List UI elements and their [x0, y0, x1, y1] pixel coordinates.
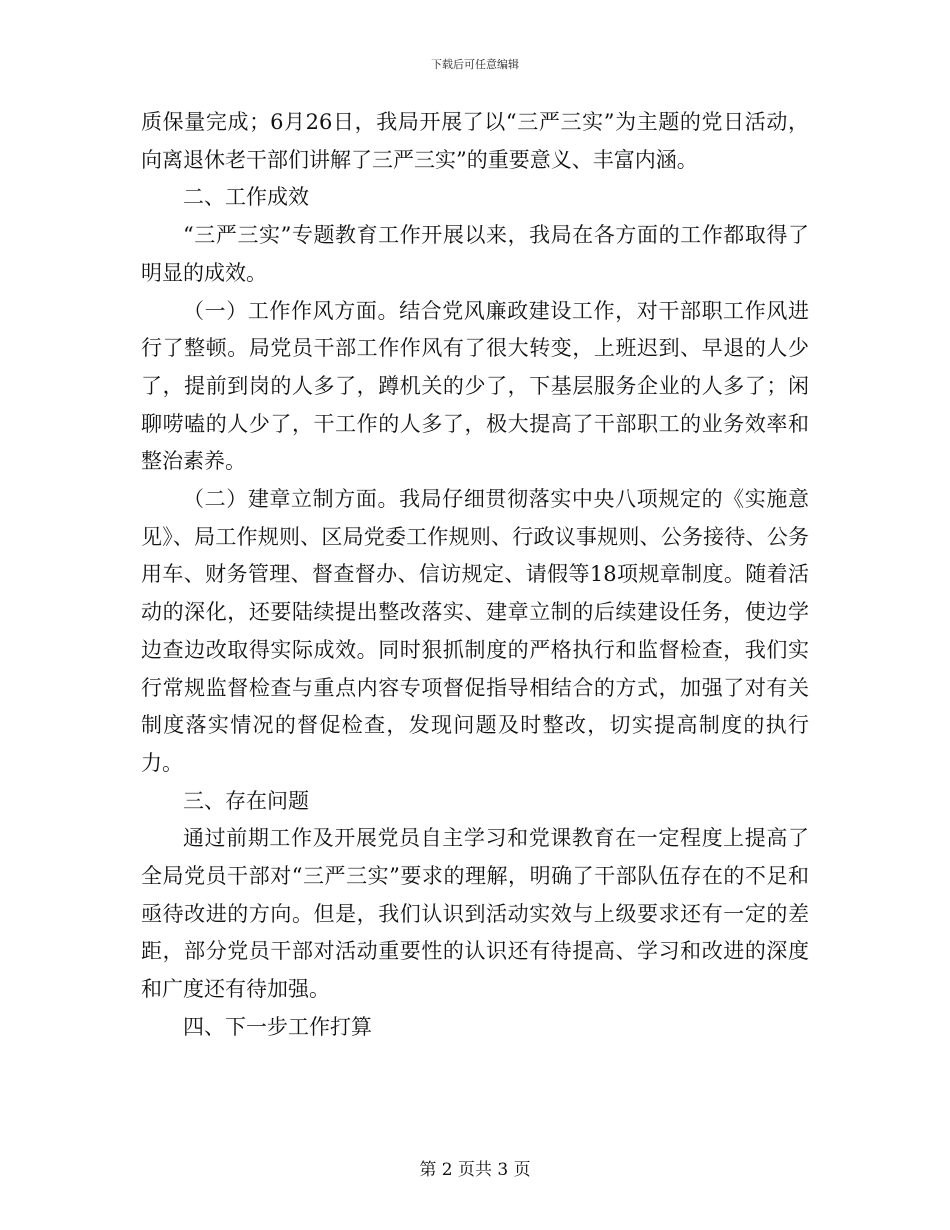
paragraph-rules-system: （二）建章立制方面。我局仔细贯彻落实中央八项规定的《实施意见》、局工作规则、区局党委工作规则、行政议事规则、公务接待、公务用车、财务管理、督查督办、信访规定、请假等18项规章制度。随着活动的深化，还要陆续提出整改落实、建章立制的后续建设任务，使边学边查边改取得实际成效。同时狠抓制度的严格执行和监督检查，我们实行常规监督检查与重点内容专项督促指导相结合的方式，加强了对有关制度落实情况的督促检查，发现问题及时整改，切实提高制度的执行力。 — [141, 487, 809, 775]
paragraph-problems: 通过前期工作及开展党员自主学习和党课教育在一定程度上提高了全局党员干部对“三严三实”要求的理解，明确了干部队伍存在的不足和亟待改进的方向。但是，我们认识到活动实效与上级要求还有一定的差距，部分党员干部对活动重要性的认识还有待提高、学习和改进的深度和广度还有待加强。 — [141, 826, 809, 1002]
section-heading-problems: 三、存在问题 — [183, 788, 309, 813]
paragraph-results-intro: “三严三实”专题教育工作开展以来，我局在各方面的工作都取得了明显的成效。 — [141, 223, 809, 285]
section-heading-next-steps: 四、下一步工作打算 — [183, 1014, 372, 1039]
document-body — [141, 104, 809, 1047]
page-footer: 第 2 页共 3 页 — [419, 1160, 531, 1180]
paragraph-continuation: 质保量完成；6月26日，我局开展了以“三严三实”为主题的党日活动，向离退休老干部们讲解了三严三实”的重要意义、丰富内涵。 — [141, 110, 809, 172]
paragraph-work-style: （一）工作作风方面。结合党风廉政建设工作，对干部职工作风进行了整顿。局党员干部工作作风有了很大转变，上班迟到、早退的人少了，提前到岗的人多了，蹲机关的少了，下基层服务企业的人多了；闲聊唠嗑的人少了，干工作的人多了，极大提高了干部职工的业务效率和整治素养。 — [141, 298, 809, 474]
page-header: 下载后可任意编辑 — [431, 58, 519, 71]
section-heading-results: 二、工作成效 — [183, 185, 309, 210]
